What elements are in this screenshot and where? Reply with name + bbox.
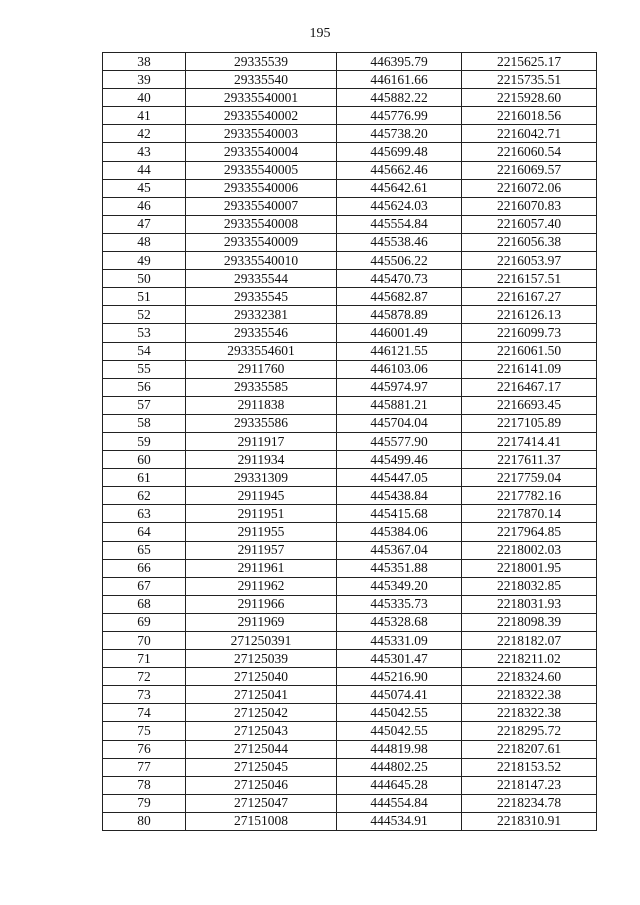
- row-number-cell: 42: [103, 125, 186, 143]
- coordinates-table-body: [103, 53, 597, 831]
- x-coordinate-cell: 446395.79: [337, 53, 462, 71]
- table-row: [103, 270, 597, 288]
- x-coordinate-cell: 445042.55: [337, 704, 462, 722]
- table-row: [103, 523, 597, 541]
- y-coordinate-cell: 2218032.85: [462, 577, 597, 595]
- point-id-cell: 29335539: [186, 53, 337, 71]
- point-id-cell: 29335585: [186, 378, 337, 396]
- y-coordinate-cell: 2216467.17: [462, 378, 597, 396]
- point-id-cell: 2911951: [186, 505, 337, 523]
- table-row: [103, 704, 597, 722]
- table-row: [103, 233, 597, 251]
- row-number-cell: 51: [103, 288, 186, 306]
- row-number-cell: 67: [103, 577, 186, 595]
- y-coordinate-cell: 2218147.23: [462, 776, 597, 794]
- y-coordinate-cell: 2217414.41: [462, 432, 597, 450]
- point-id-cell: 2911955: [186, 523, 337, 541]
- row-number-cell: 77: [103, 758, 186, 776]
- table-row: [103, 487, 597, 505]
- x-coordinate-cell: 445351.88: [337, 559, 462, 577]
- x-coordinate-cell: 445776.99: [337, 107, 462, 125]
- x-coordinate-cell: 445738.20: [337, 125, 462, 143]
- x-coordinate-cell: 445042.55: [337, 722, 462, 740]
- y-coordinate-cell: 2217759.04: [462, 469, 597, 487]
- point-id-cell: 27125039: [186, 650, 337, 668]
- table-row: [103, 776, 597, 794]
- point-id-cell: 2911962: [186, 577, 337, 595]
- y-coordinate-cell: 2218001.95: [462, 559, 597, 577]
- x-coordinate-cell: 445438.84: [337, 487, 462, 505]
- point-id-cell: 29335540: [186, 71, 337, 89]
- y-coordinate-cell: 2218322.38: [462, 686, 597, 704]
- row-number-cell: 54: [103, 342, 186, 360]
- y-coordinate-cell: 2216167.27: [462, 288, 597, 306]
- x-coordinate-cell: 445470.73: [337, 270, 462, 288]
- x-coordinate-cell: 445682.87: [337, 288, 462, 306]
- y-coordinate-cell: 2218207.61: [462, 740, 597, 758]
- row-number-cell: 62: [103, 487, 186, 505]
- row-number-cell: 56: [103, 378, 186, 396]
- coordinates-table: [102, 52, 597, 831]
- x-coordinate-cell: 446121.55: [337, 342, 462, 360]
- y-coordinate-cell: 2218234.78: [462, 794, 597, 812]
- row-number-cell: 58: [103, 414, 186, 432]
- point-id-cell: 2911961: [186, 559, 337, 577]
- table-row: [103, 306, 597, 324]
- y-coordinate-cell: 2216018.56: [462, 107, 597, 125]
- row-number-cell: 66: [103, 559, 186, 577]
- table-row: [103, 125, 597, 143]
- table-row: [103, 632, 597, 650]
- x-coordinate-cell: 445331.09: [337, 632, 462, 650]
- x-coordinate-cell: 445881.21: [337, 396, 462, 414]
- y-coordinate-cell: 2217964.85: [462, 523, 597, 541]
- row-number-cell: 44: [103, 161, 186, 179]
- table-row: [103, 451, 597, 469]
- x-coordinate-cell: 445367.04: [337, 541, 462, 559]
- table-row: [103, 758, 597, 776]
- x-coordinate-cell: 446161.66: [337, 71, 462, 89]
- row-number-cell: 65: [103, 541, 186, 559]
- row-number-cell: 41: [103, 107, 186, 125]
- y-coordinate-cell: 2216060.54: [462, 143, 597, 161]
- point-id-cell: 29335540002: [186, 107, 337, 125]
- y-coordinate-cell: 2217611.37: [462, 451, 597, 469]
- x-coordinate-cell: 444554.84: [337, 794, 462, 812]
- x-coordinate-cell: 445662.46: [337, 161, 462, 179]
- row-number-cell: 49: [103, 252, 186, 270]
- x-coordinate-cell: 445704.04: [337, 414, 462, 432]
- row-number-cell: 39: [103, 71, 186, 89]
- row-number-cell: 60: [103, 451, 186, 469]
- point-id-cell: 29335545: [186, 288, 337, 306]
- y-coordinate-cell: 2217105.89: [462, 414, 597, 432]
- table-row: [103, 577, 597, 595]
- x-coordinate-cell: 445642.61: [337, 179, 462, 197]
- point-id-cell: 29335544: [186, 270, 337, 288]
- table-row: [103, 324, 597, 342]
- point-id-cell: 2911917: [186, 432, 337, 450]
- x-coordinate-cell: 445415.68: [337, 505, 462, 523]
- y-coordinate-cell: 2218031.93: [462, 595, 597, 613]
- x-coordinate-cell: 445974.97: [337, 378, 462, 396]
- point-id-cell: 2911966: [186, 595, 337, 613]
- row-number-cell: 45: [103, 179, 186, 197]
- table-row: [103, 71, 597, 89]
- table-row: [103, 541, 597, 559]
- table-row: [103, 794, 597, 812]
- row-number-cell: 43: [103, 143, 186, 161]
- point-id-cell: 27125041: [186, 686, 337, 704]
- point-id-cell: 271250391: [186, 632, 337, 650]
- x-coordinate-cell: 445699.48: [337, 143, 462, 161]
- page-number: 195: [309, 26, 331, 41]
- y-coordinate-cell: 2216056.38: [462, 233, 597, 251]
- point-id-cell: 27125047: [186, 794, 337, 812]
- y-coordinate-cell: 2218324.60: [462, 668, 597, 686]
- point-id-cell: 27125044: [186, 740, 337, 758]
- point-id-cell: 29335540010: [186, 252, 337, 270]
- row-number-cell: 38: [103, 53, 186, 71]
- table-row: [103, 179, 597, 197]
- x-coordinate-cell: 445538.46: [337, 233, 462, 251]
- table-row: [103, 342, 597, 360]
- point-id-cell: 2911934: [186, 451, 337, 469]
- x-coordinate-cell: 445506.22: [337, 252, 462, 270]
- table-row: [103, 161, 597, 179]
- y-coordinate-cell: 2218310.91: [462, 812, 597, 830]
- y-coordinate-cell: 2216057.40: [462, 215, 597, 233]
- row-number-cell: 61: [103, 469, 186, 487]
- y-coordinate-cell: 2216061.50: [462, 342, 597, 360]
- table-row: [103, 595, 597, 613]
- table-row: [103, 722, 597, 740]
- table-row: [103, 668, 597, 686]
- table-row: [103, 143, 597, 161]
- row-number-cell: 71: [103, 650, 186, 668]
- row-number-cell: 53: [103, 324, 186, 342]
- point-id-cell: 27125040: [186, 668, 337, 686]
- point-id-cell: 29335540001: [186, 89, 337, 107]
- point-id-cell: 29332381: [186, 306, 337, 324]
- table-row: [103, 252, 597, 270]
- point-id-cell: 27125046: [186, 776, 337, 794]
- point-id-cell: 2911957: [186, 541, 337, 559]
- row-number-cell: 68: [103, 595, 186, 613]
- y-coordinate-cell: 2218322.38: [462, 704, 597, 722]
- point-id-cell: 2933554601: [186, 342, 337, 360]
- row-number-cell: 69: [103, 613, 186, 631]
- x-coordinate-cell: 444802.25: [337, 758, 462, 776]
- point-id-cell: 2911838: [186, 396, 337, 414]
- y-coordinate-cell: 2216069.57: [462, 161, 597, 179]
- y-coordinate-cell: 2216070.83: [462, 197, 597, 215]
- row-number-cell: 55: [103, 360, 186, 378]
- table-row: [103, 812, 597, 830]
- x-coordinate-cell: 444645.28: [337, 776, 462, 794]
- y-coordinate-cell: 2215928.60: [462, 89, 597, 107]
- table-row: [103, 360, 597, 378]
- x-coordinate-cell: 444534.91: [337, 812, 462, 830]
- x-coordinate-cell: 445882.22: [337, 89, 462, 107]
- y-coordinate-cell: 2218211.02: [462, 650, 597, 668]
- row-number-cell: 48: [103, 233, 186, 251]
- y-coordinate-cell: 2218002.03: [462, 541, 597, 559]
- row-number-cell: 40: [103, 89, 186, 107]
- table-row: [103, 505, 597, 523]
- x-coordinate-cell: 446103.06: [337, 360, 462, 378]
- row-number-cell: 72: [103, 668, 186, 686]
- y-coordinate-cell: 2218182.07: [462, 632, 597, 650]
- table-row: [103, 686, 597, 704]
- point-id-cell: 27151008: [186, 812, 337, 830]
- y-coordinate-cell: 2217782.16: [462, 487, 597, 505]
- x-coordinate-cell: 445624.03: [337, 197, 462, 215]
- x-coordinate-cell: 445328.68: [337, 613, 462, 631]
- row-number-cell: 52: [103, 306, 186, 324]
- row-number-cell: 80: [103, 812, 186, 830]
- point-id-cell: 29331309: [186, 469, 337, 487]
- row-number-cell: 78: [103, 776, 186, 794]
- y-coordinate-cell: 2217870.14: [462, 505, 597, 523]
- row-number-cell: 76: [103, 740, 186, 758]
- table-row: [103, 378, 597, 396]
- y-coordinate-cell: 2218295.72: [462, 722, 597, 740]
- y-coordinate-cell: 2216126.13: [462, 306, 597, 324]
- table-row: [103, 432, 597, 450]
- x-coordinate-cell: 445499.46: [337, 451, 462, 469]
- x-coordinate-cell: 445384.06: [337, 523, 462, 541]
- x-coordinate-cell: 445349.20: [337, 577, 462, 595]
- table-row: [103, 613, 597, 631]
- point-id-cell: 29335540003: [186, 125, 337, 143]
- y-coordinate-cell: 2216099.73: [462, 324, 597, 342]
- point-id-cell: 29335546: [186, 324, 337, 342]
- x-coordinate-cell: 444819.98: [337, 740, 462, 758]
- y-coordinate-cell: 2218153.52: [462, 758, 597, 776]
- x-coordinate-cell: 446001.49: [337, 324, 462, 342]
- point-id-cell: 2911760: [186, 360, 337, 378]
- y-coordinate-cell: 2215735.51: [462, 71, 597, 89]
- y-coordinate-cell: 2216141.09: [462, 360, 597, 378]
- row-number-cell: 46: [103, 197, 186, 215]
- x-coordinate-cell: 445335.73: [337, 595, 462, 613]
- row-number-cell: 63: [103, 505, 186, 523]
- table-row: [103, 414, 597, 432]
- row-number-cell: 73: [103, 686, 186, 704]
- point-id-cell: 2911945: [186, 487, 337, 505]
- y-coordinate-cell: 2216053.97: [462, 252, 597, 270]
- y-coordinate-cell: 2216042.71: [462, 125, 597, 143]
- point-id-cell: 29335586: [186, 414, 337, 432]
- y-coordinate-cell: 2216157.51: [462, 270, 597, 288]
- row-number-cell: 79: [103, 794, 186, 812]
- point-id-cell: 27125045: [186, 758, 337, 776]
- row-number-cell: 50: [103, 270, 186, 288]
- table-row: [103, 559, 597, 577]
- point-id-cell: 29335540004: [186, 143, 337, 161]
- point-id-cell: 29335540007: [186, 197, 337, 215]
- table-row: [103, 740, 597, 758]
- x-coordinate-cell: 445074.41: [337, 686, 462, 704]
- table-row: [103, 396, 597, 414]
- row-number-cell: 74: [103, 704, 186, 722]
- x-coordinate-cell: 445554.84: [337, 215, 462, 233]
- point-id-cell: 29335540008: [186, 215, 337, 233]
- y-coordinate-cell: 2216693.45: [462, 396, 597, 414]
- table-row: [103, 197, 597, 215]
- point-id-cell: 29335540005: [186, 161, 337, 179]
- y-coordinate-cell: 2215625.17: [462, 53, 597, 71]
- row-number-cell: 59: [103, 432, 186, 450]
- x-coordinate-cell: 445301.47: [337, 650, 462, 668]
- x-coordinate-cell: 445577.90: [337, 432, 462, 450]
- point-id-cell: 29335540009: [186, 233, 337, 251]
- table-row: [103, 469, 597, 487]
- table-row: [103, 650, 597, 668]
- point-id-cell: 27125042: [186, 704, 337, 722]
- row-number-cell: 75: [103, 722, 186, 740]
- x-coordinate-cell: 445447.05: [337, 469, 462, 487]
- point-id-cell: 2911969: [186, 613, 337, 631]
- row-number-cell: 47: [103, 215, 186, 233]
- table-row: [103, 107, 597, 125]
- row-number-cell: 64: [103, 523, 186, 541]
- row-number-cell: 70: [103, 632, 186, 650]
- table-row: [103, 215, 597, 233]
- x-coordinate-cell: 445878.89: [337, 306, 462, 324]
- y-coordinate-cell: 2218098.39: [462, 613, 597, 631]
- point-id-cell: 27125043: [186, 722, 337, 740]
- point-id-cell: 29335540006: [186, 179, 337, 197]
- table-row: [103, 288, 597, 306]
- row-number-cell: 57: [103, 396, 186, 414]
- table-row: [103, 89, 597, 107]
- table-row: [103, 53, 597, 71]
- x-coordinate-cell: 445216.90: [337, 668, 462, 686]
- y-coordinate-cell: 2216072.06: [462, 179, 597, 197]
